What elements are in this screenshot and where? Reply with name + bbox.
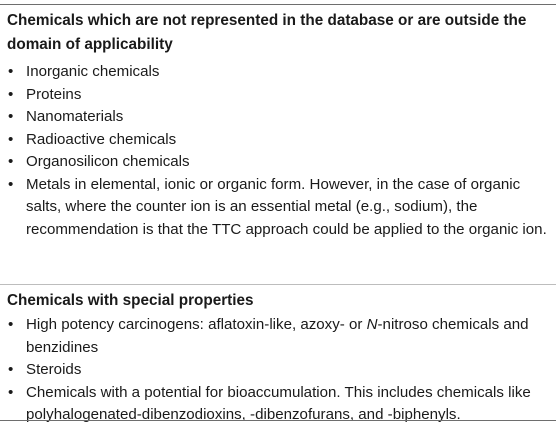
- italic-text-run: N: [366, 316, 378, 333]
- text-run: -nitroso chemicals and benzidines: [26, 316, 529, 356]
- bullet-icon: •: [8, 63, 14, 80]
- bullet-icon: •: [8, 130, 14, 148]
- bullet-list: [7, 314, 552, 427]
- list-item-text: Metals in elemental, ionic or organic form. However, in the case of organic salts, where the counter ion is an essential metal (e.g., sodium), the recommendation is that the TTC approach could be applied to the organic ion.: [26, 175, 547, 238]
- list-item: [7, 314, 552, 359]
- list-item: [7, 61, 552, 84]
- bullet-icon: •: [8, 108, 14, 125]
- section-heading: Chemicals which are not represented in the database or are outside the domain of applicability: [7, 12, 527, 53]
- list-item: [7, 151, 552, 174]
- list-item: [7, 359, 552, 382]
- section-special-properties: [7, 289, 552, 427]
- list-item-text: Inorganic chemicals: [26, 63, 160, 80]
- list-item-text: Steroids: [26, 361, 82, 378]
- text-run: High potency carcinogens: aflatoxin-like, azoxy- or: [26, 316, 367, 333]
- list-item: [7, 174, 552, 242]
- bullet-icon: •: [8, 316, 14, 333]
- bullet-icon: •: [8, 85, 14, 103]
- list-item-text: Proteins: [26, 85, 82, 103]
- list-item-text: Nanomaterials: [26, 108, 124, 125]
- bullet-list: [7, 61, 552, 241]
- section-heading: Chemicals with special properties: [7, 292, 254, 309]
- section-not-represented: [7, 9, 552, 241]
- section-divider: [0, 284, 556, 285]
- bullet-icon: •: [8, 175, 14, 193]
- bullet-icon: •: [8, 361, 14, 378]
- table-top-rule: [0, 4, 556, 5]
- bullet-icon: •: [8, 383, 14, 401]
- list-item: [7, 84, 552, 107]
- list-item: [7, 129, 552, 152]
- list-item-text: Organosilicon chemicals: [26, 153, 190, 170]
- list-item: [7, 106, 552, 129]
- bullet-icon: •: [8, 153, 14, 170]
- list-item-text: [26, 316, 529, 356]
- list-item-text: Chemicals with a potential for bioaccumulation. This includes chemicals like polyhalogenated-dibenzodioxins, -dibenzofurans, and -biphenyls.: [26, 383, 531, 423]
- table-bottom-rule: [0, 420, 556, 421]
- list-item-text: Radioactive chemicals: [26, 130, 177, 148]
